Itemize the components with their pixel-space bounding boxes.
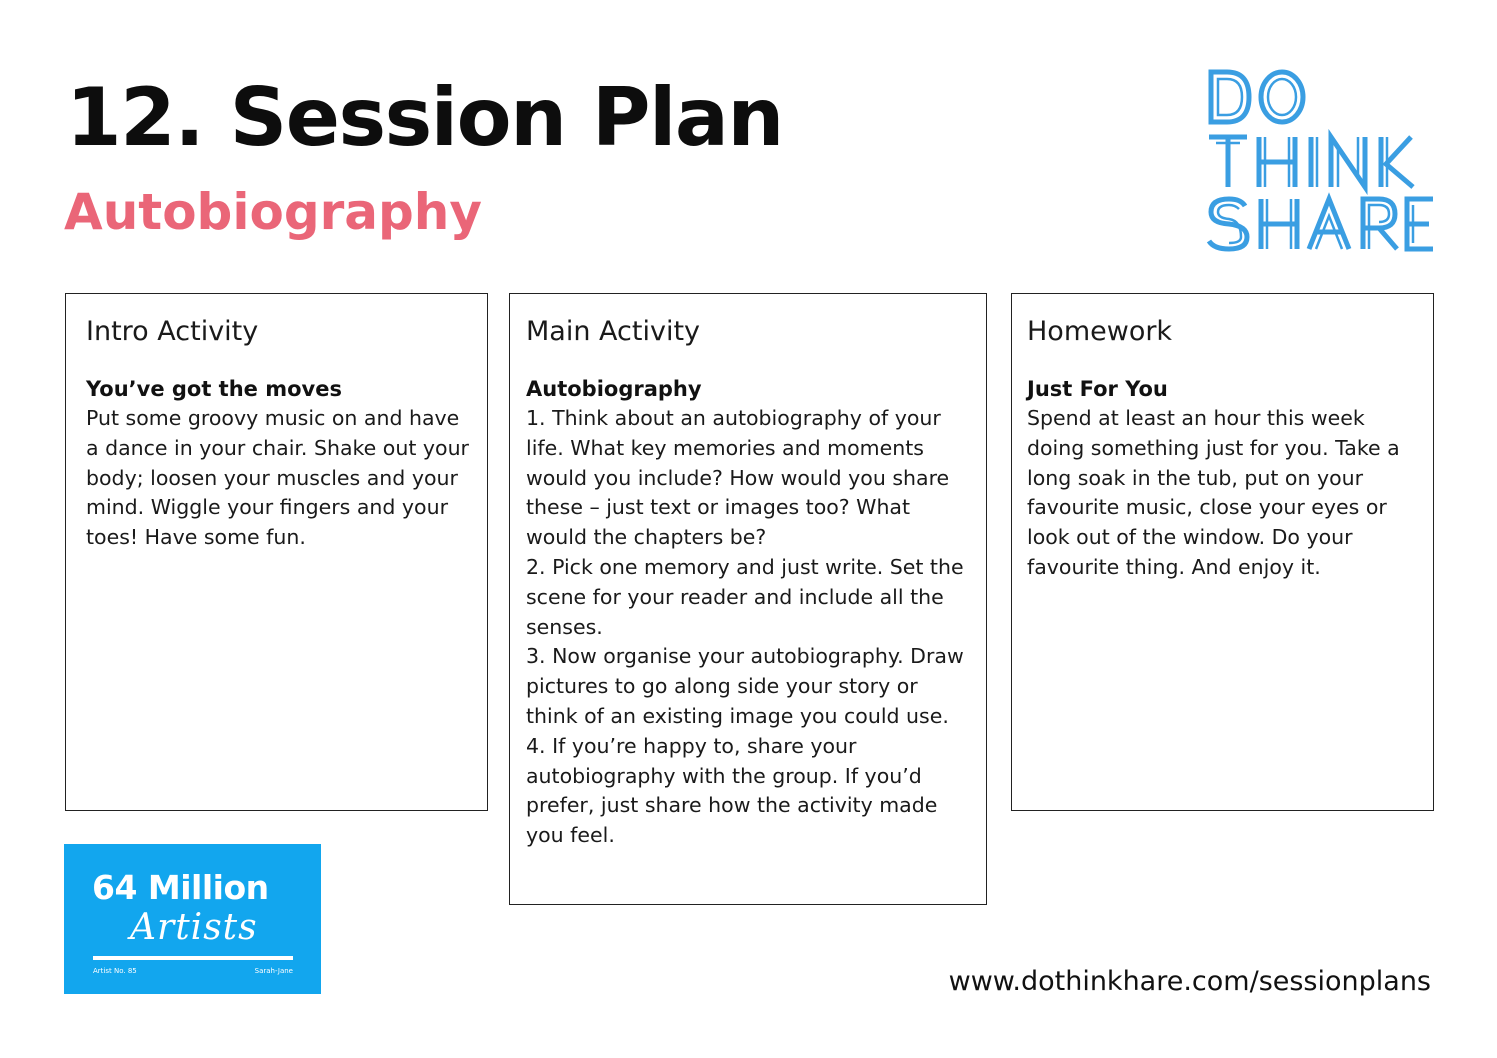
main-activity-steps [526, 404, 972, 851]
badge-script: Artists [130, 907, 258, 948]
logo-line-share [1209, 199, 1433, 249]
main-activity-subheading: Autobiography [526, 377, 702, 401]
intro-activity-body: Put some groovy music on and have a dance in your chair. Shake out your body; loosen your muscles and your mind. Wiggle your fingers and your toes! Have some fun. [86, 406, 469, 550]
intro-activity-subheading: You’ve got the moves [86, 377, 342, 401]
homework-heading: Homework [1027, 316, 1173, 347]
homework-subheading: Just For You [1027, 377, 1168, 401]
64-million-artists-logo [64, 844, 321, 994]
badge-artist-name: Sarah-Jane [254, 967, 293, 975]
page-subtitle: Autobiography [64, 183, 482, 241]
logo-line-think [1209, 137, 1413, 187]
badge-divider [93, 956, 293, 960]
main-activity-step: 3. Now organise your autobiography. Draw pictures to go along side your story or think of an existing image you could use. [526, 644, 964, 728]
homework-body: Spend at least an hour this week doing something just for you. Take a long soak in the tub, put on your favourite music, close your eyes or look out of the window. Do your favourite thing. And enjoy it. [1027, 406, 1400, 579]
homework-box [1011, 293, 1434, 811]
badge-title: 64 Million [92, 868, 269, 907]
logo-line-do [1211, 72, 1303, 122]
main-activity-step: 4. If you’re happy to, share your autobiography with the group. If you’d prefer, just share how the activity made you feel. [526, 733, 938, 848]
intro-activity-box [65, 293, 488, 811]
main-activity-step: 1. Think about an autobiography of your life. What key memories and moments would you include? How would you share these – just text or images too? What would the chapters be? [526, 406, 950, 550]
intro-activity-heading: Intro Activity [86, 316, 259, 347]
page-title: 12. Session Plan [66, 71, 783, 164]
main-activity-step: 2. Pick one memory and just write. Set the scene for your reader and include all the senses. [526, 554, 964, 639]
do-think-share-logo [1205, 66, 1437, 252]
badge-artist-number: Artist No. 85 [93, 967, 137, 975]
main-activity-box [509, 293, 987, 905]
do-think-share-logo-graphic [1205, 66, 1437, 252]
main-activity-heading: Main Activity [526, 316, 701, 347]
footer-url: www.dothinkhare.com/sessionplans [948, 966, 1431, 997]
